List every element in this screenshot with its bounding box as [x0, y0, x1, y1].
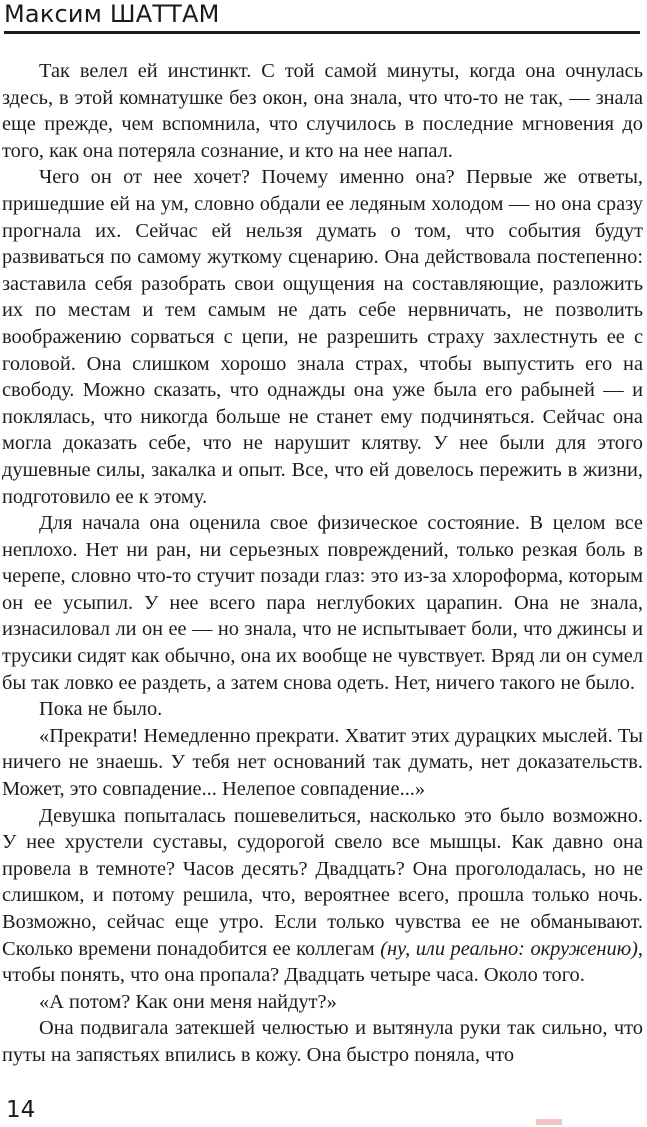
paragraph: «Прекрати! Немедленно прекрати. Хватит этих дурацких мыслей. Ты ничего не знаешь. У тебя нет оснований так думать, нет доказательств. Может, это совпадение... Нелепое совпадение...» [2, 724, 643, 801]
corner-mark [536, 1119, 562, 1125]
paragraph-text: , чтобы понять, что она пропала? Двадцать четыре часа. Около того. [2, 937, 643, 987]
paragraph: Так велел ей инстинкт. С той самой минуты, когда она очнулась здесь, в этой комнатушке без окон, она знала, что что-то не так, — знала еще прежде, чем вспомнила, что случилось в последние мгновения до того, как она потеряла сознание, и кто на нее напал. [2, 60, 643, 162]
italic-aside: (ну, или реально: окружению) [380, 937, 638, 960]
page-number: 14 [6, 1097, 36, 1123]
running-header: Максим ШАТТАМ [4, 0, 220, 28]
paragraph: Она подвигала затекшей челюстью и вытянула руки так сильно, что путы на запястьях впились в кожу. Она быстро поняла, что [2, 1017, 643, 1066]
paragraph: Пока не было. [39, 698, 163, 721]
paragraph: Чего он от нее хочет? Почему именно она? Первые же ответы, пришедшие ей на ум, словно обдали ее ледяным холодом — но она сразу прогнала их. Сейчас ей нельзя думать о том, что события будут развиваться по самому жуткому сценарию. Она действовала постепенно: заставила себя разобрать свои ощущения на составляющие, разложить их по местам и тем самым не дать себе нервничать, не позволить воображению сорваться с цепи, не разрешить страху захлестнуть ее с головой. Она слишком хорошо знала страх, чтобы выпустить его на свободу. Можно сказать, что однажды она уже была его рабыней — и поклялась, что никогда больше не станет ему подчиняться. Сейчас она могла доказать себе, что не нарушит клятву. У нее были для этого душевные силы, закалка и опыт. Все, что ей довелось пережить в жизни, подготовило ее к этому. [2, 166, 643, 508]
paragraph [2, 803, 643, 989]
paragraph: Для начала она оценила свое физическое состояние. В целом все неплохо. Нет ни ран, ни серьезных повреждений, только резкая боль в черепе, словно что-то стучит позади глаз: это из-за хлороформа, которым он ее усыпил. У нее всего пара неглубоких царапин. Она не знала, изнасиловал ли он ее — но знала, что не испытывает боли, что джинсы и трусики сидят как обычно, она их вообще не чувствует. Вряд ли он сумел бы так ловко ее раздеть, а затем снова одеть. Нет, ничего такого не было. [2, 512, 643, 694]
paragraph-text: Девушка попыталась пошевелиться, насколько это было возможно. У нее хрустели суставы, судорогой свело все мышцы. Как давно она провела в темноте? Часов десять? Двадцать? Она проголодалась, но не слишком, и потому решила, что, вероятнее всего, прошла только ночь. Возможно, сейчас еще утро. Если только чувства ее не обманывают. Сколько времени понадобится ее коллегам [2, 804, 643, 960]
header-rule [4, 31, 640, 34]
page-body [2, 58, 643, 1069]
paragraph: «А потом? Как они меня найдут?» [39, 990, 337, 1013]
